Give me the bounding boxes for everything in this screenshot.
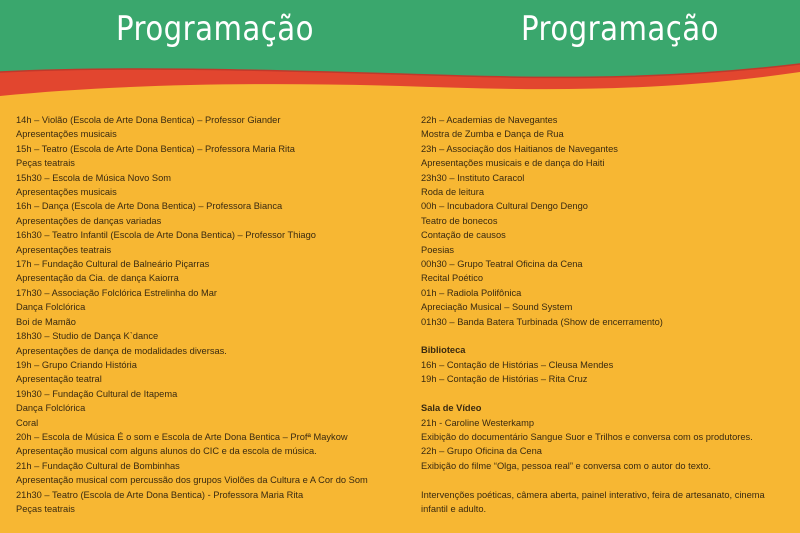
schedule-line: Coral	[16, 417, 39, 428]
schedule-line: Apresentações de dança de modalidades diversas.	[16, 345, 227, 356]
schedule-line: 00h30 – Grupo Teatral Oficina da Cena	[421, 259, 583, 270]
schedule-line: Peças teatrais	[16, 503, 75, 514]
schedule-line: Apresentações musicais	[16, 187, 117, 198]
schedule-line: Exibição do documentário Sangue Suor e Trilhos e conversa com os produtores.	[421, 431, 753, 442]
schedule-line: 16h – Dança (Escola de Arte Dona Bentica) – Professora Bianca	[16, 201, 283, 212]
schedule-line: Roda de leitura	[421, 187, 485, 198]
schedule-line: Mostra de Zumba e Dança de Rua	[421, 129, 564, 140]
schedule-line: Boi de Mamão	[16, 316, 76, 327]
schedule-line: Teatro de bonecos	[421, 215, 498, 226]
schedule-line: 21h30 – Teatro (Escola de Arte Dona Bentica) - Professora Maria Rita	[16, 489, 304, 500]
schedule-line: Apresentações teatrais	[16, 244, 112, 255]
schedule-line: 17h – Fundação Cultural de Balneário Piçarras	[16, 259, 210, 270]
schedule-line: 01h30 – Banda Batera Turbinada (Show de encerramento)	[421, 316, 663, 327]
schedule-column-right	[421, 113, 791, 516]
schedule-line: 19h – Contação de Histórias – Rita Cruz	[421, 374, 588, 385]
section-spacer	[421, 329, 791, 343]
schedule-line: Exibição do filme “Olga, pessoa real” e conversa com o autor do texto.	[421, 460, 711, 471]
schedule-line: Poesias	[421, 244, 455, 255]
schedule-line: 00h – Incubadora Cultural Dengo Dengo	[421, 201, 588, 212]
schedule-line: 22h – Grupo Oficina da Cena	[421, 446, 542, 457]
schedule-line: Apresentação da Cia. de dança Kaiorra	[16, 273, 179, 284]
schedule-line: 18h30 – Studio de Dança K`dance	[16, 331, 159, 342]
schedule-line: 20h – Escola de Música É o som e Escola de Arte Dona Bentica – Profª Maykow	[16, 431, 348, 442]
schedule-line: Recital Poético	[421, 273, 484, 284]
schedule-line: Dança Folclórica	[16, 403, 86, 414]
schedule-line: Contação de causos	[421, 230, 506, 241]
schedule-line: 23h30 – Instituto Caracol	[421, 172, 525, 183]
section-spacer	[421, 387, 791, 401]
schedule-line: Apresentação musical com percussão dos grupos Violões da Cultura e A Cor do Som	[16, 475, 368, 486]
schedule-line: 17h30 – Associação Folclórica Estrelinha do Mar	[16, 287, 218, 298]
schedule-line: Dança Folclórica	[16, 302, 86, 313]
schedule-line: 01h – Radiola Polifônica	[421, 287, 522, 298]
schedule-line: Apresentações musicais e de dança do Haiti	[421, 158, 605, 169]
schedule-line: Apreciação Musical – Sound System	[421, 302, 573, 313]
schedule-line: 15h – Teatro (Escola de Arte Dona Bentica) – Professora Maria Rita	[16, 143, 295, 154]
biblioteca-heading: Biblioteca	[421, 345, 466, 356]
footer-note: Intervenções poéticas, câmera aberta, painel interativo, feira de artesanato, cinema infantil e adulto.	[421, 489, 765, 514]
schedule-line: Apresentação musical com alguns alunos do CIC e da escola de música.	[16, 446, 317, 457]
schedule-line: 16h – Contação de Histórias – Cleusa Mendes	[421, 359, 614, 370]
page-title-left: Programação	[116, 9, 314, 49]
schedule-line: 15h30 – Escola de Música Novo Som	[16, 172, 172, 183]
schedule-line: 21h – Fundação Cultural de Bombinhas	[16, 460, 180, 471]
schedule-line: 14h – Violão (Escola de Arte Dona Bentica) – Professor Giander	[16, 115, 281, 125]
schedule-column-left	[16, 113, 401, 516]
sala-de-video-heading: Sala de Vídeo	[421, 403, 482, 414]
schedule-line: Apresentações musicais	[16, 129, 117, 140]
section-spacer	[421, 473, 791, 487]
schedule-line: 21h - Caroline Westerkamp	[421, 417, 534, 428]
schedule-line: Apresentação teatral	[16, 374, 102, 385]
schedule-line: Peças teatrais	[16, 158, 75, 169]
schedule-line: Apresentações de danças variadas	[16, 215, 162, 226]
page-title-right: Programação	[521, 9, 719, 49]
schedule-line: 16h30 – Teatro Infantil (Escola de Arte Dona Bentica) – Professor Thiago	[16, 230, 316, 241]
schedule-line: 23h – Associação dos Haitianos de Navegantes	[421, 143, 618, 154]
schedule-line: 22h – Academias de Navegantes	[421, 115, 558, 125]
schedule-line: 19h30 – Fundação Cultural de Itapema	[16, 388, 178, 399]
schedule-line: 19h – Grupo Criando História	[16, 359, 137, 370]
